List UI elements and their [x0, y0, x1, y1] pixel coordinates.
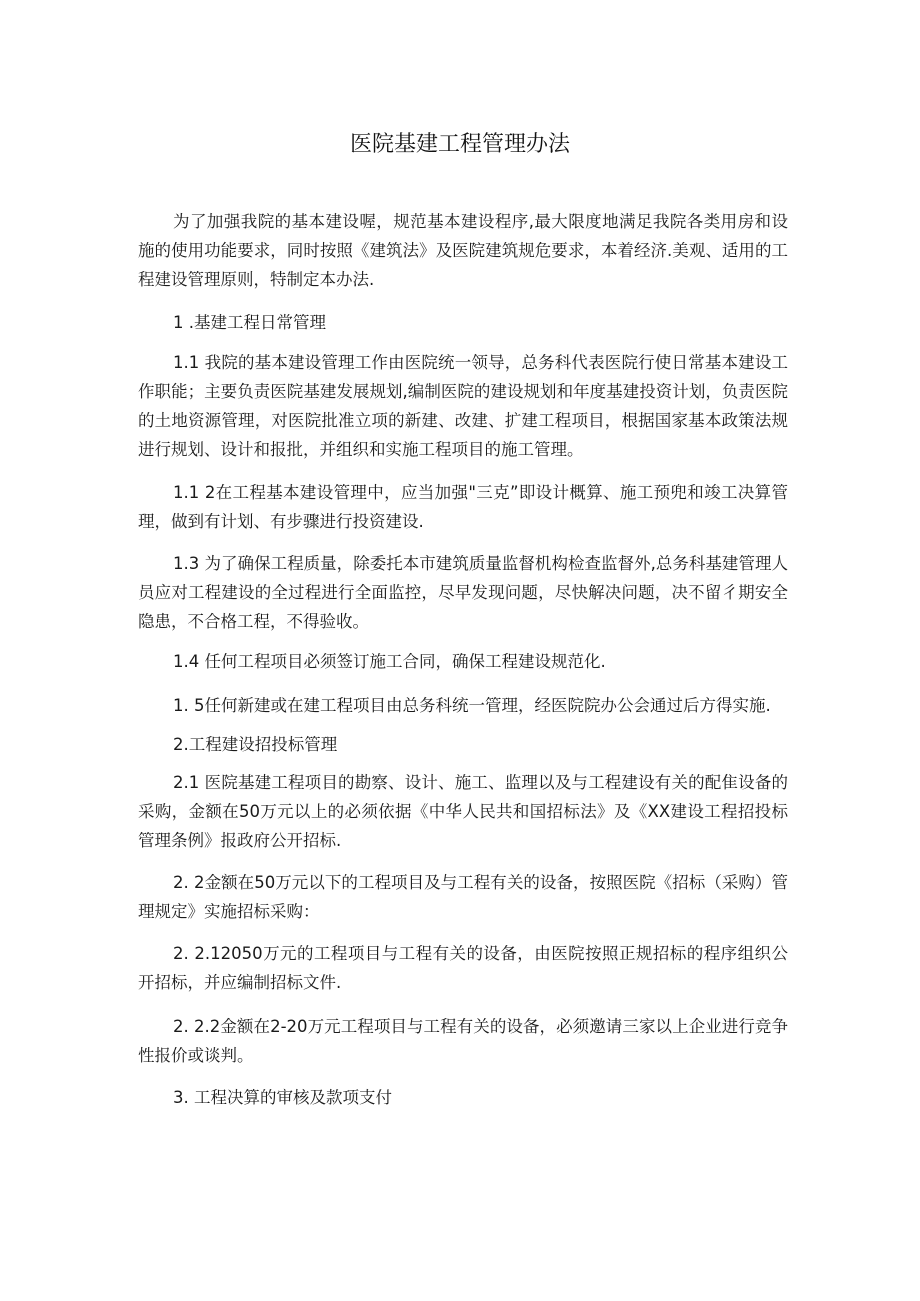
section-1-heading: 1 .基建工程日常管理	[173, 313, 326, 332]
paragraph-2-2-1: 2. 2.12050万元的工程项目与工程有关的设备，由医院按照正规招标的程序组织公开招标，并应编制招标文件.	[138, 944, 788, 992]
section-2-heading: 2.工程建设招投标管理	[173, 735, 338, 754]
paragraph-1-2: 1.1 2在工程基本建设管理中，应当加强"三克”即设计概算、施工预兜和竣工决算管理，做到有计划、有步骤进行投资建设.	[138, 483, 788, 531]
paragraph-1-5: 1. 5任何新建或在建工程项目由总务科统一管理，经医院院办公会通过后方得实施.	[173, 696, 771, 715]
paragraph-1-1: 1.1 我院的基本建设管理工作由医院统一领导，总务科代表医院行使日常基本建设工作职能；主要负责医院基建发展规划,编制医院的建设规划和年度基建投资计划，负责医院的土地资源管理，对医院批准立项的新建、改建、扩建工程项目，根据国家基本政策法规进行规划、设计和报批，并组织和实施工程项目的施工管理。	[138, 353, 788, 459]
paragraph-2-2: 2. 2金额在50万元以下的工程项目及与工程有关的设备，按照医院《招标（采购）管理规定》实施招标采购：	[138, 873, 788, 921]
paragraph-2-2-2: 2. 2.2金额在2-20万元工程项目与工程有关的设备，必须邀请三家以上企业进行竞争性报价或谈判。	[138, 1017, 788, 1065]
paragraph-1-4: 1.4 任何工程项目必须签订施工合同，确保工程建设规范化.	[173, 652, 606, 671]
section-3-heading: 3. 工程决算的审核及款项支付	[173, 1088, 392, 1107]
paragraph-2-1: 2.1 医院基建工程项目的勘察、设计、施工、监理以及与工程建设有关的配隹设备的采购，金额在50万元以上的必须依据《中华人民共和国招标法》及《XX建设工程招投标管理条例》报政府公开招标.	[138, 773, 788, 850]
paragraph-1-3: 1.3 为了确保工程质量，除委托本市建筑质量监督机构检查监督外,总务科基建管理人员应对工程建设的全过程进行全面监控，尽早发现问题，尽快解决问题，决不留彳期安全隐患，不合格工程，不得验收。	[138, 554, 788, 631]
document-title: 医院基建工程管理办法	[349, 132, 570, 157]
intro-paragraph: 为了加强我院的基本建设喔，规范基本建设程序,最大限度地满足我院各类用房和设施的使用功能要求，同时按照《建筑法》及医院建筑规危要求，本着经济.美观、适用的工程建设管理原则，特制定本办法.	[138, 212, 788, 289]
